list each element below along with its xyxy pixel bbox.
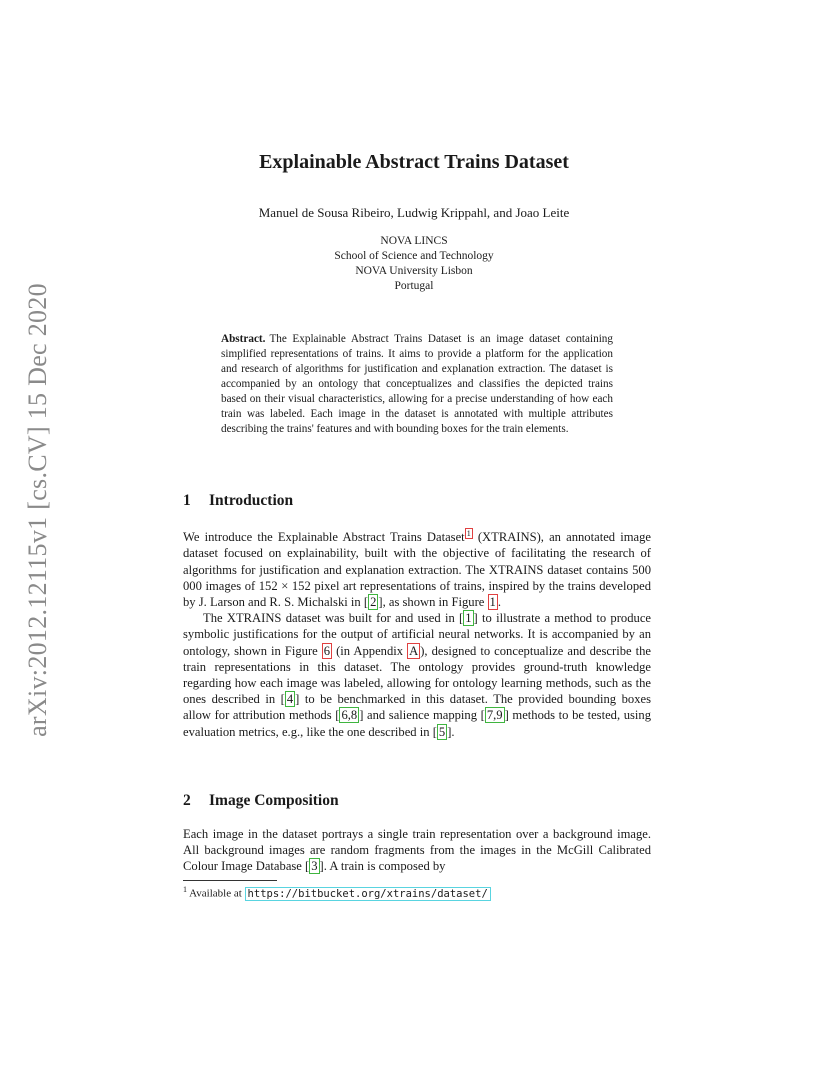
section-title: Introduction [209,492,294,509]
section-title: Image Composition [209,792,339,809]
affiliation-line: NOVA LINCS [380,235,448,247]
footnote [183,885,491,900]
figure-link[interactable]: 1 [489,595,496,609]
text-run: . [451,724,455,739]
section-heading-introduction [183,492,293,510]
image-composition-body [183,826,651,875]
citation-link[interactable]: 1 [465,611,472,626]
text-run: . [497,595,501,609]
section-heading-image-composition [183,792,339,810]
citation-link[interactable]: 3 [311,859,318,874]
abstract-label: Abstract. [221,333,266,345]
paper-title: Explainable Abstract Trains Dataset [259,151,569,173]
citation-link[interactable]: 5 [438,724,446,739]
affiliation-line: Portugal [394,280,434,292]
text-run: Each image in the dataset portrays a single train representation over a background image. All background images are random fragments from the images in the McGill Calibrated Colour Image Database [183,827,651,874]
text-run: The XTRAINS dataset was built for and used in [203,611,460,626]
paragraph: We introduce the Explainable Abstract Trains Dataset $^1$ (XTRAINS), an annotated image dataset focused on explainability, built with the objective of facilitating the research of algorithms for justification and explanation extraction. The XTRAINS dataset contains 500 000 images of 152 × 152 pixel art representations of trains, inspired by the trains developed by J. Larson and R. S. Michalski in [ 2 ], as shown in Figure 1 . [183,529,651,609]
citation-link[interactable]: 4 [286,692,294,707]
text-run: to be benchmarked in this dataset. The provided bounding boxes allow for attribution methods [183,692,651,723]
text-run: We introduce the Explainable Abstract Trains Dataset [183,530,465,545]
paragraph: Each image in the dataset portrays a single train representation over a background image. All background images are random fragments from the images in the McGill Calibrated Colour Image Database [ 3 ]. A train is composed by [183,827,651,874]
footnote-mark: 1 [183,885,187,894]
affiliation-line: School of Science and Technology [334,250,494,262]
citation-link[interactable]: 2 [370,595,377,609]
affiliation-line: NOVA University Lisbon [355,265,473,277]
citation-link[interactable]: 6,8 [341,708,358,723]
arxiv-sidebar-stamp [16,280,60,740]
introduction-body [183,526,651,740]
paper-authors: Manuel de Sousa Ribeiro, Ludwig Krippahl, and Joao Leite [258,205,570,220]
text-run: and salience mapping [363,708,481,723]
footnote-text: Available at [189,887,245,900]
abstract [221,332,613,437]
paragraph: The XTRAINS dataset was built for and used in [ 1 ] to illustrate a method to produce symbolic justifications for the output of artificial neural networks. It is accompanied by an ontology, shown in Figure 6 (in Appendix A ), designed to conceptualize and describe the train representations in this dataset. The ontology provides ground-truth knowledge regarding how each image was labeled, allowing for ontology learning methods, such as the ones described in [ 4 ] to be benchmarked in this dataset. The provided bounding boxes allow for attribution methods [ 6,8 ] and salience mapping [ 7,9 ] methods to be tested, using evaluation metrics, e.g., like the one described in [ 5 ]. [183,611,652,739]
section-number: 2 [183,792,191,809]
affiliation [0,234,828,294]
text-run: to illustrate a method to produce symbolic justifications for the output of artificial neural networks. It is accompanied by an ontology, shown in Figure [183,611,651,658]
figure-link[interactable]: 6 [323,643,331,658]
citation-link[interactable]: 7,9 [486,708,503,723]
abstract-text: The Explainable Abstract Trains Dataset is an image dataset containing simplified representations of trains. It aims to provide a platform for the application and research of algorithms for justification and explanation extraction. The dataset is accompanied by an ontology that conceptualizes and classifies the depicted trains based on their visual characteristics, allowing for a precise understanding of how each train was labeled. Each image in the dataset is annotated with multiple attributes describing the trains' features and with bounding boxes for the train elements. [221,333,613,435]
text-run: (XTRAINS), an annotated image dataset focused on explainability, built with the objective of facilitating the research of algorithms for justification and explanation extraction. The XTRAINS dataset contains 500 000 images of 152 × 152 pixel art representations of trains, inspired by the trains developed by J. Larson and R. S. Michalski in [183,530,651,609]
text-run: methods to be tested, using evaluation metrics, e.g., like the one described in [183,708,652,739]
text-run: ), designed to conceptualize and describe the train representations in this dataset. The ontology provides ground-truth knowledge regarding how each image was labeled, allowing for ontology learning methods, such as the ones described in [183,643,651,707]
footnote-divider [183,880,277,881]
text-run: (in Appendix [332,643,408,658]
text-run: . A train is composed by [323,859,446,874]
arxiv-id: arXiv:2012.12115v1 [cs.CV] 15 Dec 2020 [23,283,52,737]
text-run: , as shown in Figure [382,595,488,609]
appendix-link[interactable]: A [409,643,419,658]
footnote-link[interactable]: 1 [466,529,471,538]
footnote-url-link[interactable]: https://bitbucket.org/xtrains/dataset/ [245,887,491,901]
section-number: 1 [183,492,191,509]
